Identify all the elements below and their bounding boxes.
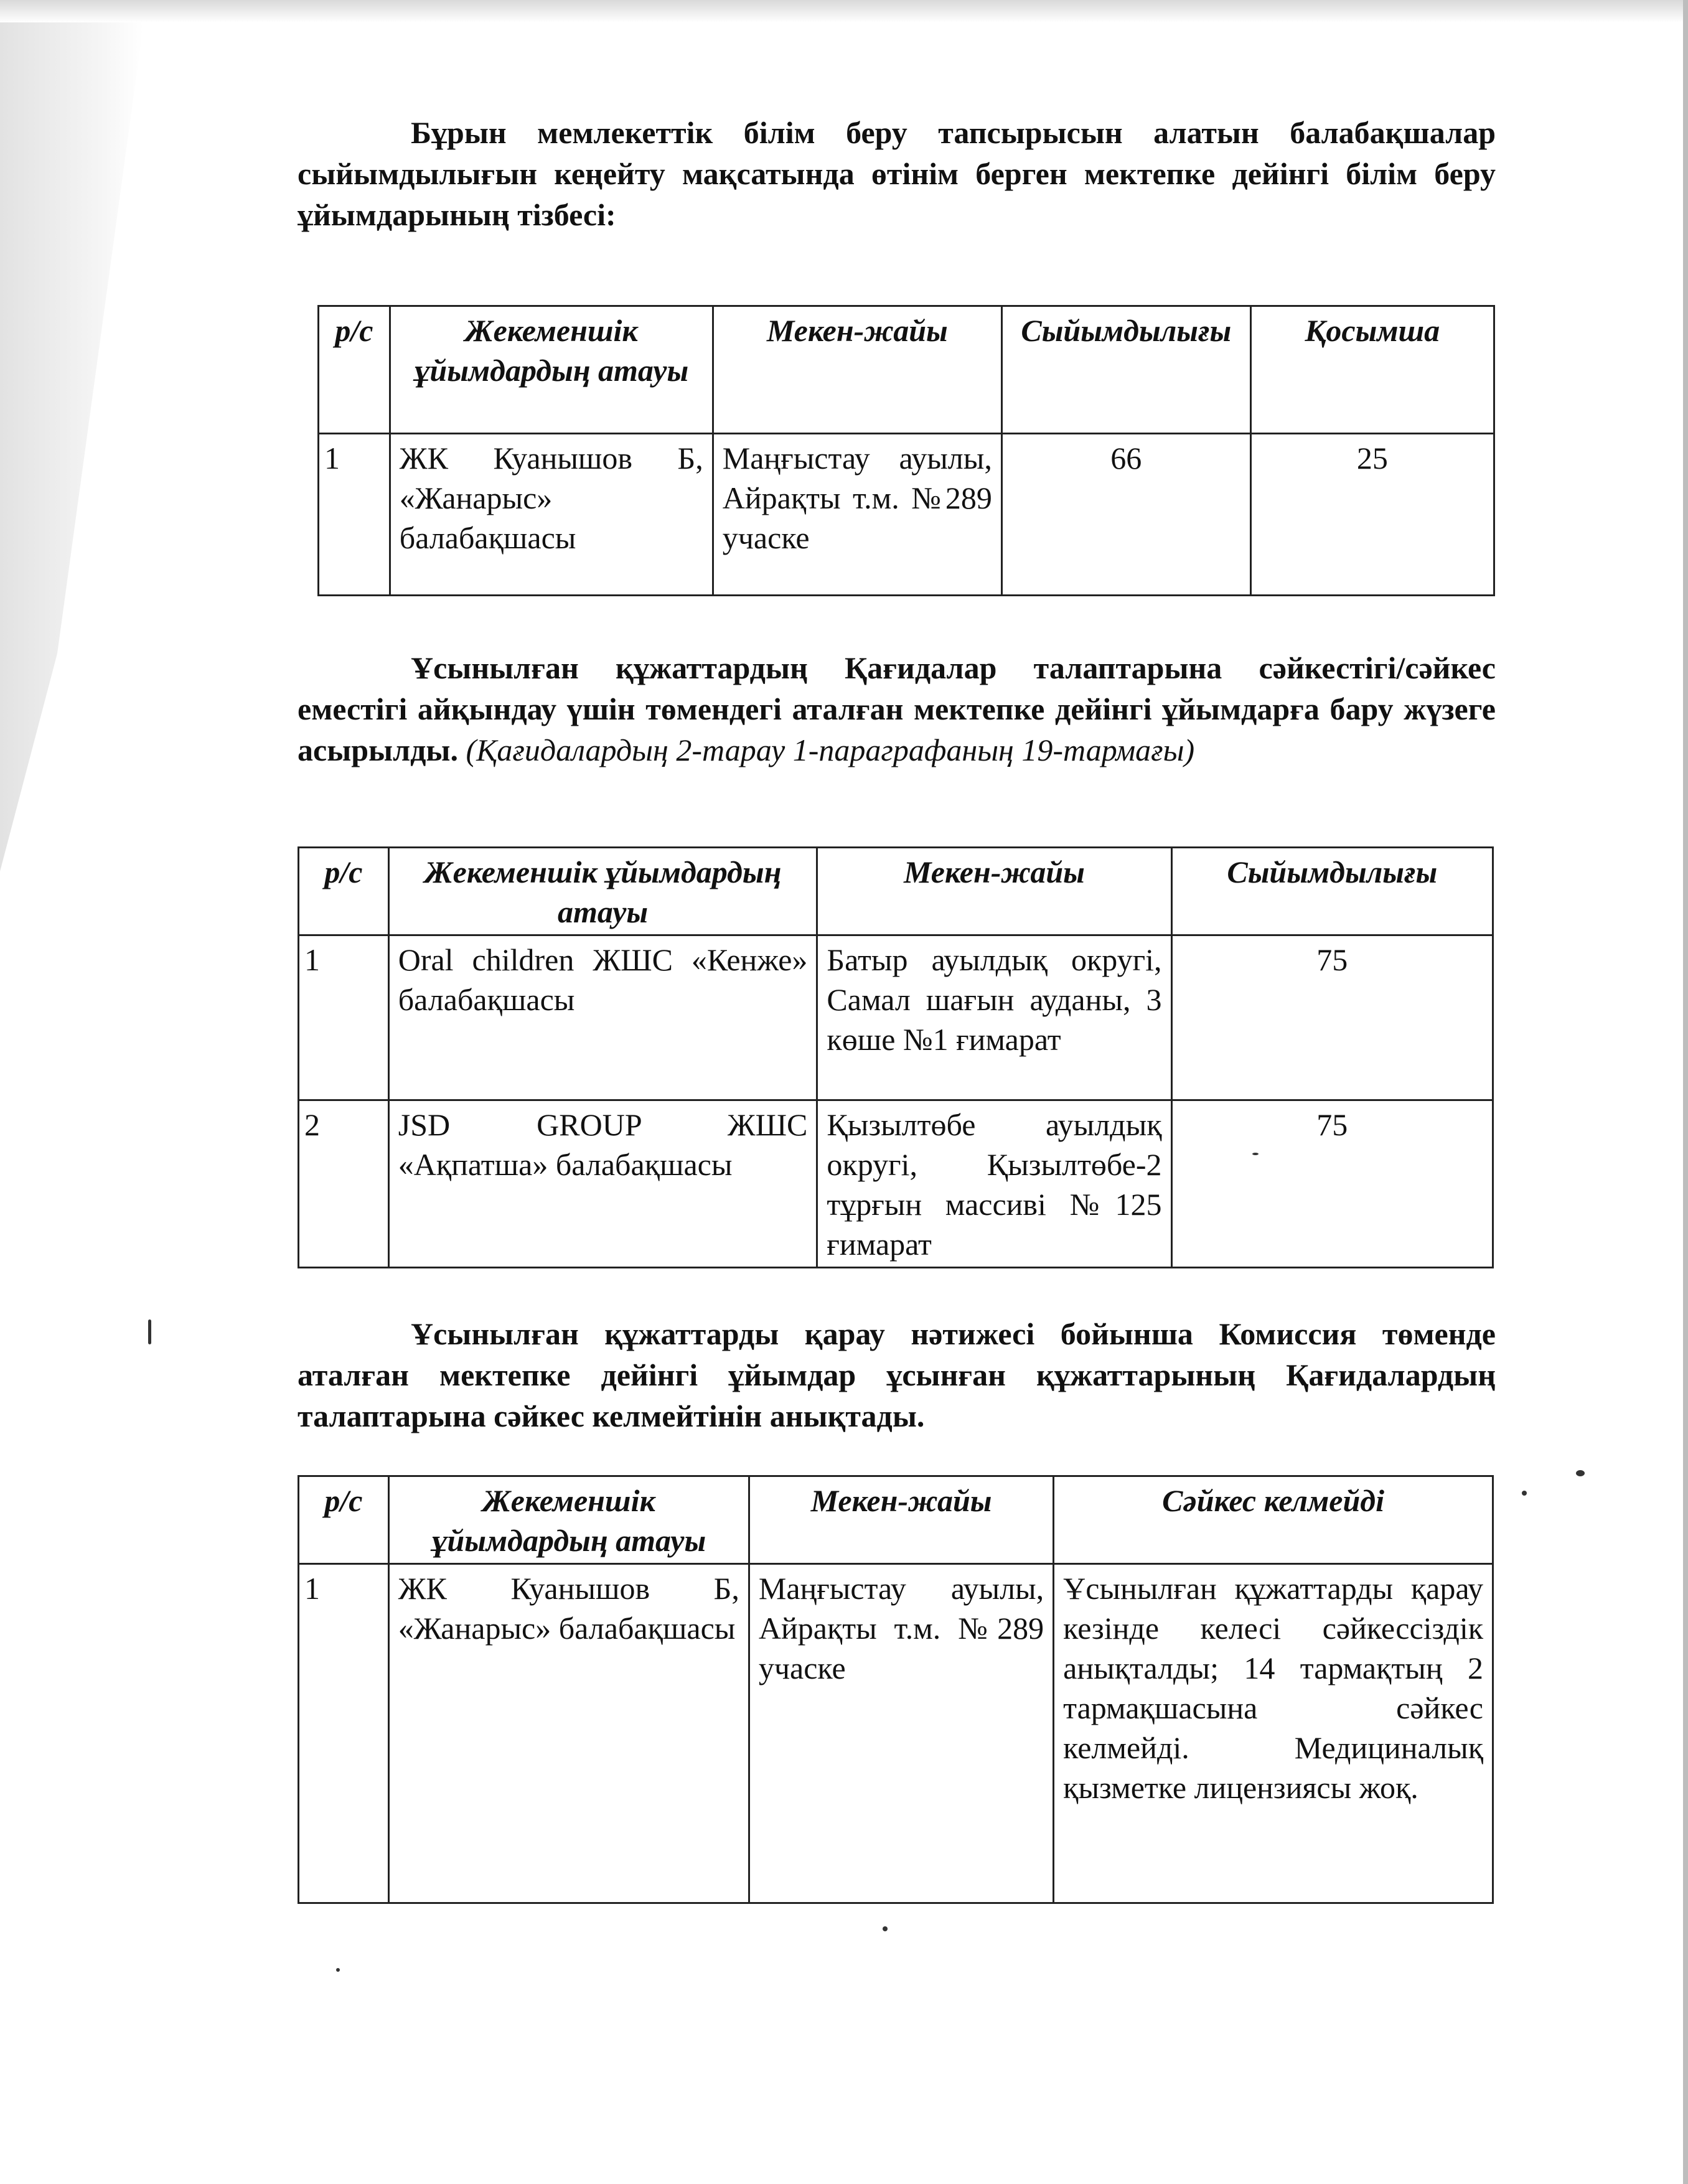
cell-name: ЖК Куанышов Б, «Жанарыс» балабақшасы (388, 1564, 749, 1903)
cell-reason: Ұсынылған құжаттарды қарау кезінде келесі сәйкессіздік анықталды; 14 тармақтың 2 тармақшасына сәйкес келмейді. Медициналық қызметке лицензиясы жоқ. (1054, 1564, 1493, 1903)
cell-name: JSD GROUP ЖШС «Ақпатша» балабақшасы (388, 1100, 817, 1268)
scan-speck (883, 1926, 888, 1931)
table-header-row (319, 306, 1494, 434)
table-applicants (317, 305, 1495, 596)
scan-speck (1252, 1153, 1259, 1155)
header-name: Жекеменшік ұйымдардың атауы (390, 306, 713, 434)
header-extra: Қосымша (1250, 306, 1494, 434)
scan-shadow-top (0, 0, 1688, 22)
header-name: Жекеменшік ұйымдардың атауы (388, 848, 817, 935)
cell-capacity: 66 (1001, 434, 1250, 596)
header-reason: Сәйкес келмейді (1054, 1476, 1493, 1564)
cell-no: 1 (299, 935, 389, 1100)
table-row (299, 1564, 1493, 1903)
cell-capacity: 75 (1171, 935, 1493, 1100)
cell-no: 1 (319, 434, 390, 596)
cell-address: Батыр ауылдық округі, Самал шағын ауданы, 3 көше №1 ғимарат (817, 935, 1171, 1100)
cell-address: Қызылтөбе ауылдық округі, Қызылтөбе-2 тұрғын массиві №125 ғимарат (817, 1100, 1171, 1268)
table-header-row (299, 848, 1493, 935)
intro-text: Бұрын мемлекеттік білім беру тапсырысын алатын балабақшалар сыйымдылығын кеңейту мақсатында өтінім берген мектепке дейінгі білім беру ұйымдарының тізбесі: (298, 115, 1496, 232)
visit-reference: (Қағидалардың 2-тарау 1-параграфаның 19-тармағы) (466, 733, 1195, 767)
header-address: Мекен-жайы (749, 1476, 1053, 1564)
visit-paragraph (298, 647, 1496, 771)
table-visited (298, 846, 1494, 1268)
cell-no: 1 (299, 1564, 389, 1903)
table-noncompliant (298, 1475, 1494, 1904)
scan-shadow-corner (0, 0, 143, 871)
table-row (299, 935, 1493, 1100)
result-paragraph (298, 1313, 1496, 1436)
cell-no: 2 (299, 1100, 389, 1268)
header-no: р/с (319, 306, 390, 434)
intro-paragraph (298, 112, 1496, 235)
cell-address: Маңғыстау ауылы, Айрақты т.м. №289 учаске (749, 1564, 1053, 1903)
scan-speck (1576, 1470, 1585, 1476)
result-text: Ұсынылған құжаттарды қарау нәтижесі бойынша Комиссия төменде аталған мектепке дейінгі ұйымдар ұсынған құжаттарының Қағидалардың талаптарына сәйкес келмейтінін анықтады. (298, 1316, 1496, 1433)
cell-name: Oral children ЖШС «Кенже» балабақшасы (388, 935, 817, 1100)
header-address: Мекен-жайы (713, 306, 1001, 434)
cell-extra: 25 (1250, 434, 1494, 596)
table-row (319, 434, 1494, 596)
table-row (299, 1100, 1493, 1268)
cell-capacity: 75 (1171, 1100, 1493, 1268)
header-name: Жекеменшік ұйымдардың атауы (388, 1476, 749, 1564)
cell-address: Маңғыстау ауылы, Айрақты т.м. №289 учаске (713, 434, 1001, 596)
header-capacity: Сыйымдылығы (1171, 848, 1493, 935)
header-no: р/с (299, 1476, 389, 1564)
scan-speck (148, 1319, 151, 1344)
scan-shadow-right (1683, 0, 1688, 2184)
header-no: р/с (299, 848, 389, 935)
table-header-row (299, 1476, 1493, 1564)
scan-speck (336, 1968, 340, 1972)
visit-text: Ұсынылған құжаттардың Қағидалар талаптарына сәйкестігі/сәйкес еместігі айқындау үшін төмендегі аталған мектепке дейінгі ұйымдарға бару жүзеге асырылды. (298, 650, 1496, 767)
scan-speck (1522, 1491, 1527, 1496)
header-capacity: Сыйымдылығы (1001, 306, 1250, 434)
header-address: Мекен-жайы (817, 848, 1171, 935)
cell-name: ЖК Куанышов Б, «Жанарыс» балабақшасы (390, 434, 713, 596)
